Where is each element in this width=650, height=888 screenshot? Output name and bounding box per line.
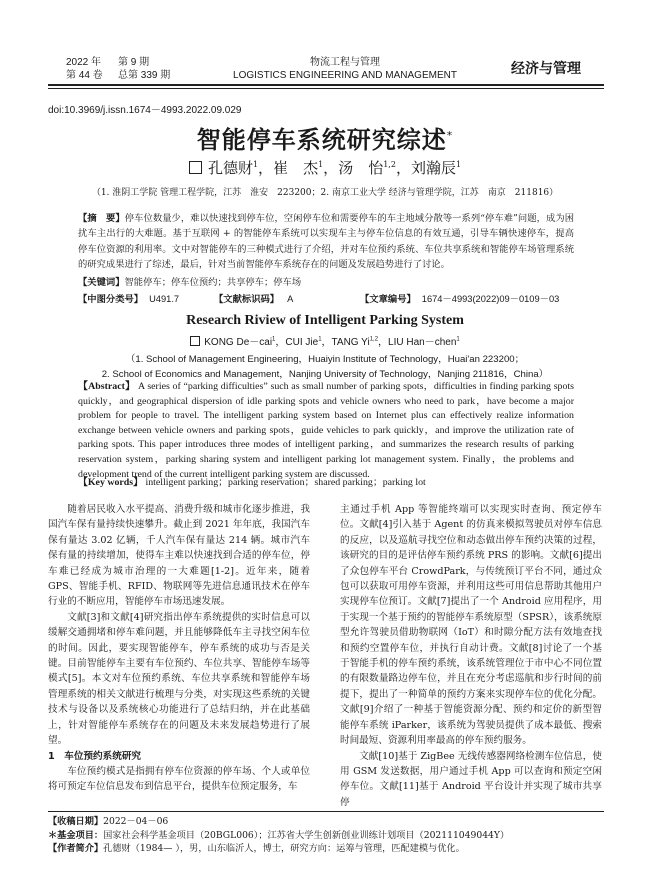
header-rule-thin (48, 88, 604, 89)
en-author-3-sup: 1,2 (369, 336, 379, 343)
english-affiliation (0, 352, 650, 382)
header-rule (48, 84, 604, 86)
keywords-cn-text: 智能停车；停车位预约；共享停车；停车场 (124, 277, 302, 288)
received-value: 2022－04－06 (103, 816, 169, 827)
en-author-1-sup: 1 (272, 336, 276, 343)
author-1: 孔德财 (207, 159, 253, 177)
keywords-cn-label: 【关键词】 (78, 277, 125, 288)
english-affiliation-1: （1. School of Management Engineering，Huaiyin Institute of Technology，Huai'an 223200； (125, 354, 525, 365)
abstract-cn-text: 停车位数量少，难以快速找到停车位，空闲停车位和需要停车的车主地域分散等一系列“停车难”问题，成为困扰车主出行的大难题。基于互联网 + 的智能停车系统可以实现车主与停车位信息的有效互通，引导车辆快速停车，提高停车位资源的利用率。文中对智能停车的三种模式进行了介绍，并对车位预约系统、车位共享系统和智能停车场管理系统的研究成果进行了综述，最后，针对当前智能停车系统存在的问题及发展趋势进行了讨论。 (78, 213, 574, 271)
keywords-en (78, 474, 574, 488)
abstract-cn (78, 211, 574, 273)
keywords-en-text: intelligent parking；parking reservation；shared parking；parking lot (145, 477, 426, 488)
issue-info (66, 56, 170, 82)
en-author-4: LIU Han－chen (388, 337, 457, 348)
section-heading: 1 车位预约系统研究 (48, 750, 142, 762)
english-title: Research Riview of Intelligent Parking System (186, 313, 464, 328)
journal-name-en: LOGISTICS ENGINEERING AND MANAGEMENT (233, 70, 457, 81)
doc-code: A (287, 294, 294, 304)
english-affiliation-2: 2. School of Economics and Management，Nanjing University of Technology，Nanjing 211816，China） (101, 369, 549, 380)
abstract-en (78, 380, 574, 482)
paper-title (0, 120, 650, 155)
footnote-rule (48, 811, 604, 812)
classification-line (78, 291, 574, 305)
author-sep: ， (395, 159, 411, 177)
fund-label: ＊基金项目： (48, 829, 104, 841)
clc-label: 【中图分类号】 (78, 294, 144, 305)
serial: 总第 339 期 (118, 70, 171, 81)
english-author-line (0, 333, 650, 348)
fund-note (48, 829, 604, 843)
abstract-en-label: 【Abstract】 (78, 381, 136, 392)
footnotes (48, 815, 604, 856)
author-bio-label: 【作者简介】 (48, 843, 104, 855)
doc-code-label: 【文献标识码】 (214, 294, 280, 305)
journal-name (200, 56, 490, 82)
author-sep: ， (258, 159, 274, 177)
author-bio-value: 孔德财（1984— ），男，山东临沂人，博士，研究方向：运筹与管理，匹配建模与优化。 (103, 843, 465, 855)
received-label: 【收稿日期】 (48, 816, 104, 827)
paper-title-text: 智能停车系统研究综述 (196, 126, 447, 154)
volume: 第 44 卷 (66, 70, 103, 81)
abstract-cn-label: 【摘 要】 (78, 213, 125, 224)
journal-name-cn: 物流工程与管理 (310, 57, 380, 68)
body-paragraph: 文献[10]基于 ZigBee 无线传感器网络检测车位信息，使用 GSM 发送数据，用户通过手机 App 可以查询和预定空闲停车位。文献[11]基于 Android 平台设计并实现了城市共享停 (340, 750, 602, 808)
author-1-sup: 1 (252, 160, 259, 169)
open-access-box-icon (190, 336, 200, 346)
en-author-2-sup: 1 (318, 336, 322, 343)
title-footnote-mark: * (446, 129, 454, 142)
author-bio (48, 842, 604, 856)
body-paragraph: 文献[3]和文献[4]研究指出停车系统提供的实时信息可以缓解交通拥堵和停车难问题，并且能够降低车主寻找空闲车位的时间。因此，要实现智能停车，停车系统的成功与否是关键。目前智能停车主要有车位预约、车位共享、智能停车场等模式[5]。本文对车位预约系统、车位共享系统和智能停车场管理系统的相关文献进行梳理与分类，对实现这些系统的关键技术与设备以及系统核心功能进行了总结归纳，并在此基础上，针对智能停车系统存在的问题及未来发展趋势进行了展望。 (48, 611, 310, 747)
received-date (48, 815, 604, 829)
fund-value: 国家社会科学基金项目（20BGL006）；江苏省大学生创新创业训练计划项目（202111049044Y） (103, 829, 510, 841)
en-author-1: KONG De－cai (204, 337, 273, 348)
issue: 第 9 期 (118, 57, 150, 68)
body-column-left (48, 502, 310, 795)
body-paragraph: 车位预约模式是指拥有停车位资源的停车场、个人或单位将可预定车位信息发布到信息平台，提供车位预定服务，车 (48, 765, 310, 793)
author-3-sup: 1,2 (383, 160, 396, 169)
article-no-label: 【文章编号】 (360, 294, 416, 305)
author-3: 汤 怡 (338, 159, 384, 177)
section-name: 经济与管理 (511, 60, 581, 76)
body-column-right (340, 502, 602, 810)
clc-code: U491.7 (149, 294, 180, 304)
en-author-4-sup: 1 (456, 336, 460, 343)
body-paragraph: 主通过手机 App 等智能终端可以实现实时查询、预定停车位。文献[4]引入基于 Agent 的仿真来模拟驾驶员对停车信息的反应，以及巡航寻找空位和动态做出停车预约决策的过程，该研究的目的是评估停车预约系统 PRS 的影响。文献[6]提出了众包停车平台 CrowdPark，与传统预订平台不同，通过众包可以获取可用停车资源，并利用这些可用信息帮助其他用户实现停车位预订。文献[7]提出了一个 Android 应用程序，用于实现一个基于预约的智能停车系统原型（SPSR），该系统原型允许驾驶员借助物联网（IoT）和时隙分配方法有效地查找和预约空置停车位，并执行自动计费。文献[8]讨论了一个基于智能手机的停车预约系统，该系统管理位于市中心不同位置的有限数量路边停车位，并且在充分考虑巡航和步行时间的前提下，提出了一种简单的预约方案来实现停车位的优化分配。文献[9]介绍了一种基于智能资源分配、预约和定价的新型智能停车系统 iParker，该系统为驾驶员提供了成本最低、搜索时间最短、资源利用率最高的停车预约服务。 (340, 504, 602, 747)
author-sep: ， (321, 337, 332, 348)
article-no: 1674－4993(2022)09－0109－03 (421, 294, 560, 304)
author-4: 刘瀚辰 (410, 159, 456, 177)
author-sep: ， (378, 337, 389, 348)
author-sep: ， (323, 159, 339, 177)
author-line (0, 157, 650, 178)
body-paragraph: 随着居民收入水平提高、消费升级和城市化逐步推进，我国汽车保有量持续快速攀升。截止到 2021 年年底，我国汽车保有量达 3.02 亿辆，千人汽车保有量达 214 辆。城市汽车保有量的持续增加，使得车主难以快速找到合适的停车位，停车难已经成为城市治理的一大难题[1-2]。近年来，随着 GPS、智能手机、RFID、物联网等先进信息通讯技术在停车行业的不断应用，智能停车市场迅速发展。 (48, 504, 310, 608)
affiliation: （1. 淮阴工学院 管理工程学院，江苏 淮安 223200；2. 南京工业大学 经济与管理学院，江苏 南京 211816） (91, 188, 559, 198)
en-author-2: CUI Jie (285, 337, 319, 348)
author-2-sup: 1 (318, 160, 324, 169)
keywords-en-label: 【Key words】 (78, 477, 144, 488)
author-sep: ， (275, 337, 286, 348)
doi: doi:10.3969/j.issn.1674－4993.2022.09.029 (48, 105, 242, 116)
running-header (0, 0, 650, 86)
author-4-sup: 1 (455, 160, 462, 169)
en-author-3: TANG Yi (331, 337, 370, 348)
open-access-box-icon (189, 161, 202, 174)
year: 2022 年 (66, 57, 102, 68)
author-2: 崔 杰 (273, 159, 319, 177)
keywords-cn (78, 274, 574, 288)
abstract-en-text: A series of “parking difficulties” such as small number of parking spots，difficulties in finding parking spots quickly，and geographical dispersion of idle parking spots and vehicle owners who need to park，have become a major problem for people to travel. The intelligent parking system based on Internet plus can effectively realize information exchange between vehicle owners and parking spots，guide vehicles to park quickly，and improve the utilization rate of parking spots. This paper introduces three modes of intelligent parking，and summarizes the research results of parking reservation system，parking sharing system and intelligent parking lot management system. Finally，the problems and development trend of the current intelligent parking system are discussed. (78, 381, 575, 480)
